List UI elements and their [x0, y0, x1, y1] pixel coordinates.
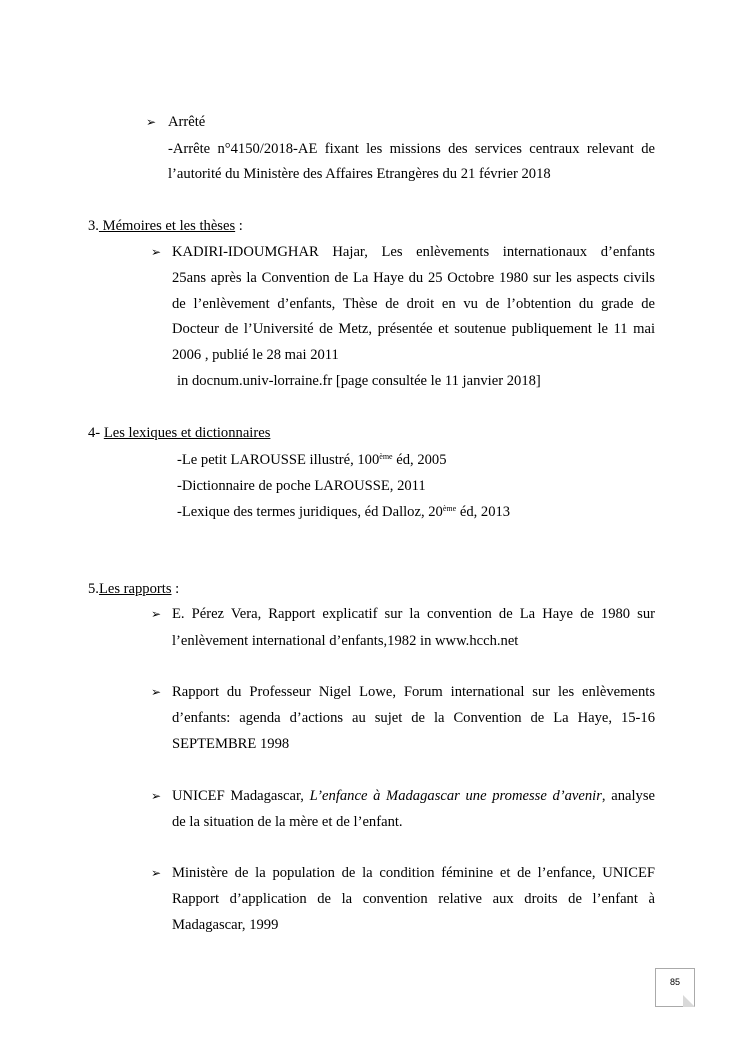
page-curl-icon: [683, 995, 695, 1007]
bullet-icon: ➢: [151, 685, 162, 699]
dictionary-entry: -Le petit LAROUSSE illustré, 100ème éd, 2005: [177, 452, 447, 468]
report-line: Ministère de la population de la condition féminine et de l’enfance, UNICEF: [172, 865, 655, 881]
report-line: Madagascar, 1999: [172, 917, 279, 933]
bullet-icon: ➢: [151, 607, 162, 621]
report-line: l’enlèvement international d’enfants,1982 in www.hcch.net: [172, 633, 519, 649]
section4-heading: 4- Les lexiques et dictionnaires: [88, 425, 271, 441]
report-line: E. Pérez Vera, Rapport explicatif sur la convention de La Haye de 1980 sur: [172, 606, 655, 622]
page-number: 85: [669, 977, 680, 987]
section3-heading: 3. Mémoires et les thèses :: [88, 218, 243, 234]
thesis-line: KADIRI-IDOUMGHAR Hajar, Les enlèvements internationaux d’enfants: [172, 244, 655, 260]
bullet-icon: ➢: [146, 115, 157, 129]
report-line: Rapport du Professeur Nigel Lowe, Forum international sur les enlèvements: [172, 684, 655, 700]
arrete-line: -Arrête n°4150/2018-AE fixant les missions des services centraux relevant de: [168, 141, 655, 157]
report-line: SEPTEMBRE 1998: [172, 736, 290, 752]
bullet-icon: ➢: [151, 866, 162, 880]
report-line: de la situation de la mère et de l’enfant.: [172, 814, 403, 830]
page-number-box: [655, 968, 695, 1007]
thesis-line: de l’enlèvement d’enfants, Thèse de droit en vu de l’obtention du grade de: [172, 296, 655, 312]
report-line: Rapport d’application de la convention relative aux droits de l’enfant à: [172, 891, 655, 907]
report-line: UNICEF Madagascar, L’enfance à Madagascar une promesse d’avenir, analyse: [172, 788, 655, 804]
bullet-icon: ➢: [151, 789, 162, 803]
thesis-line: in docnum.univ-lorraine.fr [page consultée le 11 janvier 2018]: [177, 373, 541, 389]
dictionary-entry: -Dictionnaire de poche LAROUSSE, 2011: [177, 478, 426, 494]
report-line: d’enfants: agenda d’actions au sujet de la Convention de La Haye, 15-16: [172, 710, 655, 726]
arrete-title: Arrêté: [168, 114, 206, 130]
bullet-icon: ➢: [151, 245, 162, 259]
thesis-line: 2006 , publié le 28 mai 2011: [172, 347, 339, 363]
dictionary-entry: -Lexique des termes juridiques, éd Dalloz, 20ème éd, 2013: [177, 504, 511, 520]
arrete-line: l’autorité du Ministère des Affaires Etrangères du 21 février 2018: [168, 166, 551, 182]
thesis-line: Docteur de l’Université de Metz, présentée et soutenue publiquement le 11 mai: [172, 321, 655, 337]
thesis-line: 25ans après la Convention de La Haye du 25 Octobre 1980 sur les aspects civils: [172, 270, 655, 286]
section5-heading: 5.Les rapports :: [88, 581, 180, 597]
